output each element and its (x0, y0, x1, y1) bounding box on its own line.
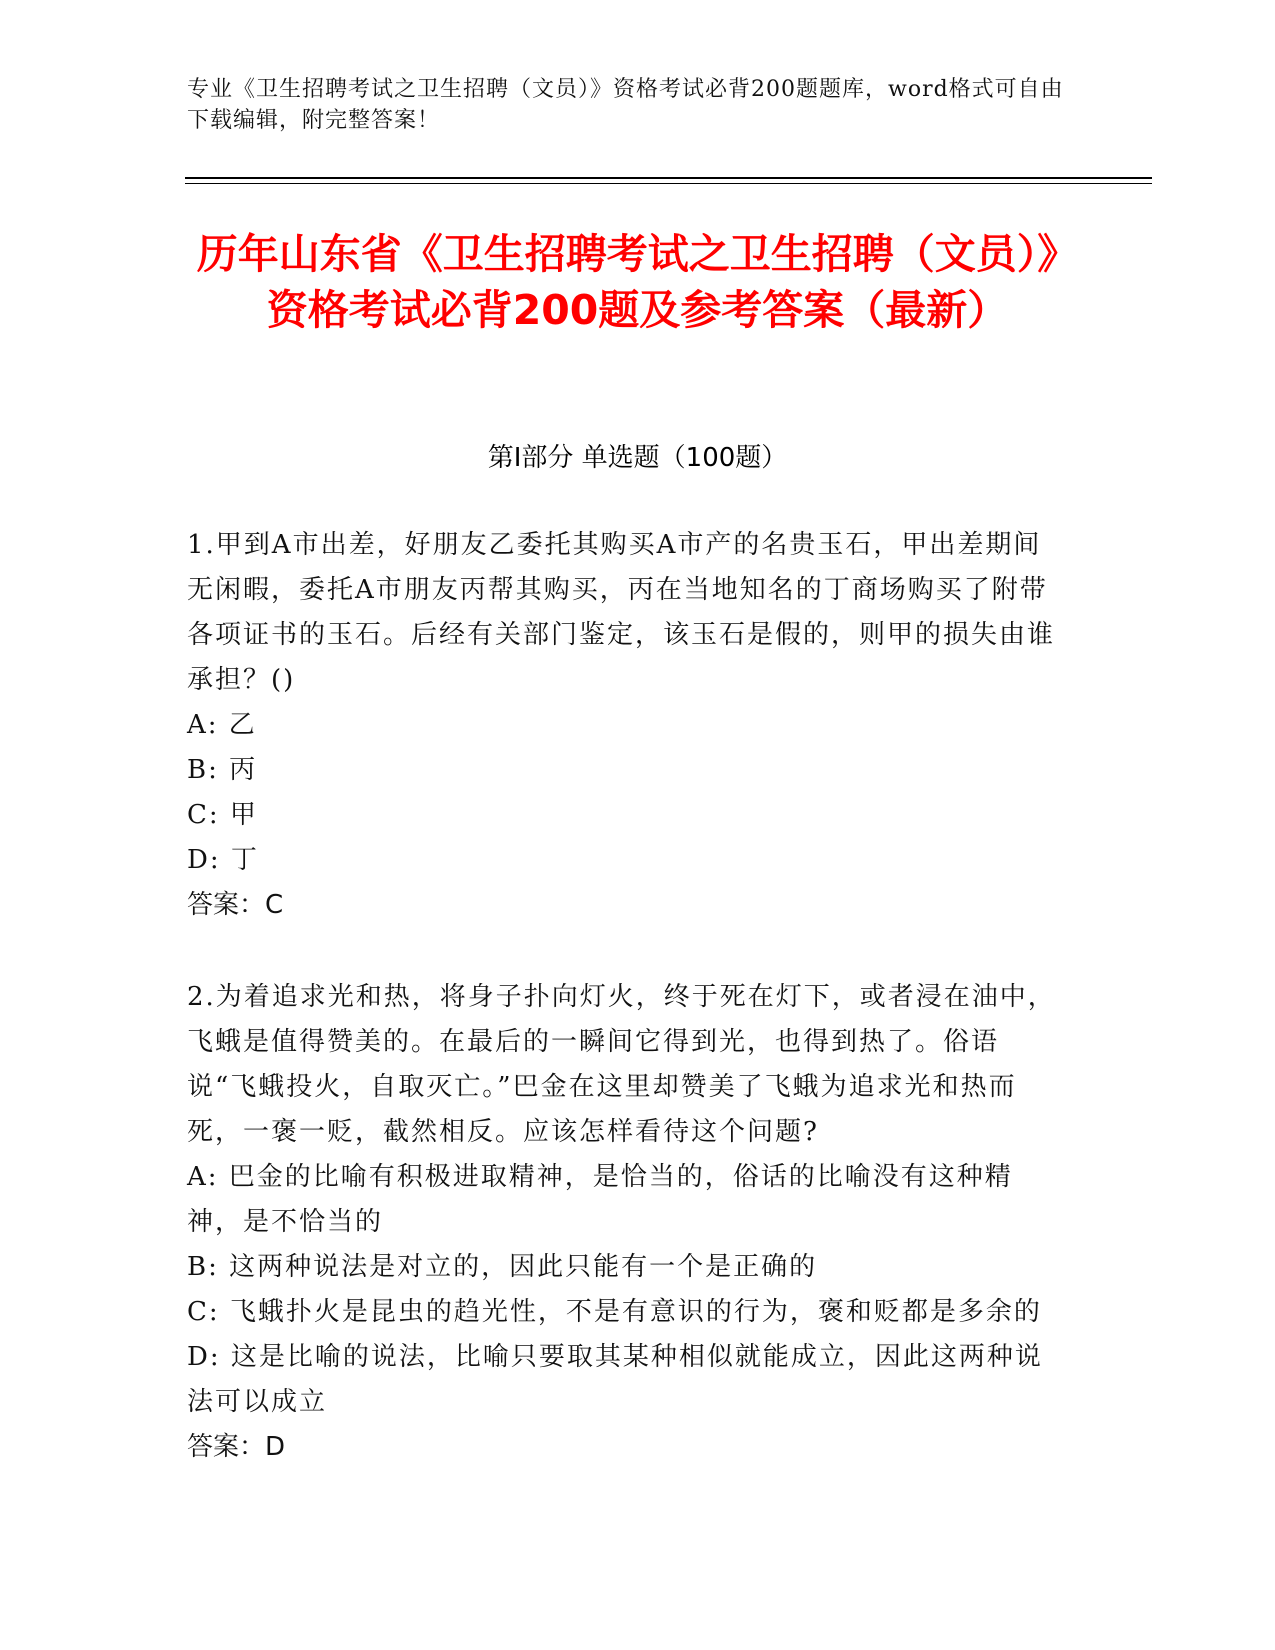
option-b: B: 这两种说法是对立的，因此只能有一个是正确的 (187, 1252, 818, 1282)
header-rule-thin (185, 183, 1152, 184)
option-d: D: 丁 (187, 845, 259, 875)
option-d: D: 这是比喻的说法，比喻只要取其某种相似就能成立，因此这两种说法可以成立 (187, 1342, 1043, 1417)
option-c: C: 甲 (187, 800, 258, 830)
answer: 答案：D (187, 1432, 286, 1462)
question-stem: 1.甲到A市出差，好朋友乙委托其购买A市产的名贵玉石，甲出差期间无闲暇，委托A市朋友丙帮其购买，丙在当地知名的丁商场购买了附带各项证书的玉石。后经有关部门鉴定，该玉石是假的，则甲的损失由谁承担？() (187, 530, 1056, 695)
option-a: A: 乙 (187, 710, 257, 740)
option-a: A: 巴金的比喻有积极进取精神，是恰当的，俗话的比喻没有这种精神，是不恰当的 (187, 1162, 1013, 1237)
question-stem: 2.为着追求光和热，将身子扑向灯火，终于死在灯下，或者浸在油中，飞蛾是值得赞美的。在最后的一瞬间它得到光，也得到热了。俗语说“飞蛾投火，自取灭亡。”巴金在这里却赞美了飞蛾为追求光和热而死，一褒一贬，截然相反。应该怎样看待这个问题? (187, 982, 1056, 1147)
header-note: 专业《卫生招聘考试之卫生招聘（文员）》资格考试必背200题题库，word格式可自由下载编辑，附完整答案！ (187, 77, 1064, 133)
question-2 (187, 975, 1067, 1470)
header-rule-thick (185, 177, 1152, 179)
option-c: C: 飞蛾扑火是昆虫的趋光性，不是有意识的行为，褒和贬都是多余的 (187, 1297, 1042, 1327)
document-title: 历年山东省《卫生招聘考试之卫生招聘（文员）》资格考试必背200题及参考答案（最新） (196, 230, 1079, 334)
question-1 (187, 523, 1067, 928)
option-b: B: 丙 (187, 755, 258, 785)
answer: 答案：C (187, 890, 284, 920)
section-title: 第I部分 单选题（100题） (487, 443, 788, 473)
